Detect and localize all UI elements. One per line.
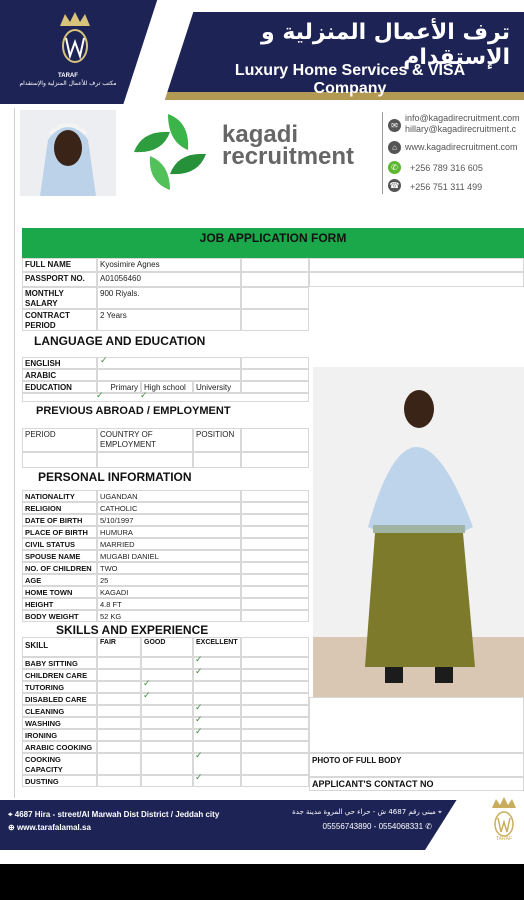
blank-cell [309, 258, 524, 272]
blank-cell [241, 309, 309, 331]
passport-label: PASSPORT NO. [22, 272, 97, 287]
left-margin-line [14, 108, 15, 798]
blank-cell [241, 287, 309, 309]
blank-cell [241, 586, 309, 598]
skill-good-cell [141, 729, 193, 741]
blank-cell [241, 669, 309, 681]
blank-cell [241, 741, 309, 753]
blank-cell [241, 357, 309, 369]
form-title: JOB APPLICATION FORM [199, 231, 347, 245]
blank-cell [241, 693, 309, 705]
full-name-value: Kyosimire Agnes [97, 258, 241, 272]
salary-label: MONTHLY SALARY [22, 287, 97, 309]
personal-value: CATHOLIC [97, 502, 241, 514]
personal-label: AGE [22, 574, 97, 586]
edu-high-school-check-icon: ✓ [140, 390, 148, 400]
arabic-label: ARABIC [22, 369, 97, 381]
header [0, 0, 524, 106]
website-link[interactable]: www.kagadirecruitment.com [405, 142, 518, 152]
contract-value: 2 Years [97, 309, 241, 331]
blank-cell [241, 526, 309, 538]
whatsapp-icon: ✆ [425, 822, 432, 831]
footer-crown-logo-icon: TARAF [486, 796, 522, 846]
phone-whatsapp[interactable]: +256 789 316 605 [410, 163, 483, 173]
skill-fair-cell [97, 775, 141, 787]
edu-primary: Primary [97, 381, 141, 393]
language-section-heading: LANGUAGE AND EDUCATION [34, 334, 206, 348]
personal-value: 5/10/1997 [97, 514, 241, 526]
abroad-section-heading: PREVIOUS ABROAD / EMPLOYMENT [36, 405, 231, 417]
blank-cell [241, 753, 309, 775]
blank-cell [241, 775, 309, 787]
skill-fair-cell [97, 681, 141, 693]
skill-fair-cell [97, 669, 141, 681]
photo-caption: PHOTO OF FULL BODY [309, 753, 524, 777]
contact-block [388, 113, 524, 203]
personal-label: DATE OF BIRTH [22, 514, 97, 526]
skill-fair-cell [97, 753, 141, 775]
personal-value: UGANDAN [97, 490, 241, 502]
blank-cell [241, 637, 309, 657]
personal-value: HUMURA [97, 526, 241, 538]
personal-label: HEIGHT [22, 598, 97, 610]
education-label: EDUCATION [22, 381, 97, 393]
blank-cell [97, 452, 193, 468]
phone-icon: ☎ [389, 181, 400, 190]
blank-cell [241, 428, 309, 452]
footer-website[interactable]: ⊕ www.tarafalamal.sa [8, 823, 91, 832]
mail-icon: ✉ [388, 119, 401, 132]
phone-secondary[interactable]: +256 751 311 499 [410, 182, 483, 192]
personal-label: PLACE OF BIRTH [22, 526, 97, 538]
check-icon: ✓ [195, 654, 203, 664]
skill-label: DUSTING [22, 775, 97, 787]
check-icon: ✓ [195, 714, 203, 724]
globe-icon: ⊕ [8, 823, 15, 832]
blank-cell [241, 562, 309, 574]
blank-cell [241, 705, 309, 717]
skill-fair-cell [97, 705, 141, 717]
excellent-header: EXCELLENT [193, 637, 241, 657]
skill-label: COOKING CAPACITY [22, 753, 97, 775]
footer-phones: 05556743890 - 0554068331 ✆ [322, 822, 432, 831]
personal-label: SPOUSE NAME [22, 550, 97, 562]
personal-value: TWO [97, 562, 241, 574]
blank-cell [241, 514, 309, 526]
full-body-photo [313, 367, 524, 697]
blank-cell [241, 369, 309, 381]
personal-label: NATIONALITY [22, 490, 97, 502]
skill-good-cell [141, 657, 193, 669]
blank-cell [309, 697, 524, 753]
blank-cell [241, 272, 309, 287]
blank-cell [241, 598, 309, 610]
passport-value: A01056460 [97, 272, 241, 287]
personal-section-heading: PERSONAL INFORMATION [38, 470, 192, 484]
skill-fair-cell [97, 729, 141, 741]
personal-label: CIVIL STATUS [22, 538, 97, 550]
skill-label: TUTORING [22, 681, 97, 693]
whatsapp-icon: ✆ [388, 161, 401, 174]
skills-section-heading: SKILLS AND EXPERIENCE [56, 623, 209, 637]
check-icon: ✓ [195, 702, 203, 712]
contact-divider [382, 112, 383, 194]
skill-label: CLEANING [22, 705, 97, 717]
location-pin-icon: ⌖ [438, 808, 442, 816]
title-arabic: ترف الأعمال المنزلية و الإستقدام [260, 20, 510, 70]
location-pin-icon: ⌖ [8, 810, 13, 819]
blank-cell [241, 381, 309, 393]
blank-row [22, 393, 309, 402]
personal-label: BODY WEIGHT [22, 610, 97, 622]
arabic-value [97, 369, 241, 381]
blank-cell [241, 538, 309, 550]
skill-label: CHILDREN CARE [22, 669, 97, 681]
blank-cell [241, 502, 309, 514]
blank-cell [241, 550, 309, 562]
skill-label: BABY SITTING [22, 657, 97, 669]
blank-cell [241, 258, 309, 272]
skill-fair-cell [97, 657, 141, 669]
email-primary[interactable]: info@kagadirecruitment.com [405, 113, 520, 123]
blank-cell [241, 610, 309, 622]
skill-label: DISABLED CARE [22, 693, 97, 705]
personal-label: RELIGION [22, 502, 97, 514]
personal-value: MUGABI DANIEL [97, 550, 241, 562]
email-secondary[interactable]: hillary@kagadirecruitment.c [405, 124, 517, 134]
blank-cell [241, 729, 309, 741]
skill-good-cell [141, 741, 193, 753]
blank-cell [241, 490, 309, 502]
fair-header: FAIR [97, 637, 141, 657]
blank-cell [241, 681, 309, 693]
check-icon: ✓ [143, 678, 151, 688]
period-label: PERIOD [22, 428, 97, 452]
edu-high-school: High school [141, 381, 193, 393]
country-label: COUNTRY OF EMPLOYMENT [97, 428, 193, 452]
logo-caption: TARAF مكتب ترف للأعمال المنزلية والإستقدام [19, 73, 117, 87]
personal-label: HOME TOWN [22, 586, 97, 598]
kagadi-logo-icon [128, 112, 212, 194]
skill-excellent-cell [193, 681, 241, 693]
salary-value: 900 Riyals. [97, 287, 241, 309]
blank-cell [241, 657, 309, 669]
skill-label: WASHING [22, 717, 97, 729]
check-icon: ✓ [195, 750, 203, 760]
check-icon: ✓ [195, 666, 203, 676]
skill-label: IRONING [22, 729, 97, 741]
check-icon: ✓ [195, 772, 203, 782]
full-name-label: FULL NAME [22, 258, 97, 272]
english-check-icon: ✓ [100, 355, 108, 365]
check-icon: ✓ [143, 690, 151, 700]
blank-cell [241, 717, 309, 729]
bottom-black-bar [0, 864, 524, 900]
english-label: ENGLISH [22, 357, 97, 369]
blank-cell [22, 452, 97, 468]
skill-good-cell [141, 705, 193, 717]
personal-value: 4.8 FT [97, 598, 241, 610]
skill-fair-cell [97, 693, 141, 705]
skill-label: ARABIC COOKING [22, 741, 97, 753]
home-icon: ⌂ [388, 141, 401, 154]
footer-address-ar: مبنى رقم 4687 ش - حراء حي المروة مدينة جدة ⌖ [292, 808, 442, 816]
personal-value: 52 KG [97, 610, 241, 622]
skill-good-cell [141, 753, 193, 775]
position-label: POSITION [193, 428, 241, 452]
skill-good-cell [141, 775, 193, 787]
title-english: Luxury Home Services & VISA Company [234, 62, 466, 97]
personal-value: 25 [97, 574, 241, 586]
blank-cell [193, 452, 241, 468]
english-value [97, 357, 241, 369]
applicant-contact-caption: APPLICANT'S CONTACT NO [309, 777, 524, 791]
crown-logo-icon [50, 8, 100, 68]
skill-fair-cell [97, 741, 141, 753]
footer-address-en: ⌖ 4687 Hira - street/Al Marwah Dist District / Jeddah city [8, 810, 220, 819]
edu-primary-check-icon: ✓ [96, 390, 104, 400]
blank-cell [309, 272, 524, 287]
check-icon: ✓ [195, 726, 203, 736]
portrait-photo [20, 110, 116, 196]
skill-fair-cell [97, 717, 141, 729]
personal-value: MARRIED [97, 538, 241, 550]
form-title-bar [22, 228, 524, 258]
brand-name: kagadi recruitment [222, 121, 355, 170]
contract-label: CONTRACT PERIOD [22, 309, 97, 331]
skill-good-cell [141, 717, 193, 729]
good-header: GOOD [141, 637, 193, 657]
blank-cell [241, 574, 309, 586]
blank-cell [241, 452, 309, 468]
personal-label: NO. OF CHILDREN [22, 562, 97, 574]
personal-value: KAGADI [97, 586, 241, 598]
edu-university: University [193, 381, 241, 393]
skill-header: SKILL [22, 637, 97, 657]
